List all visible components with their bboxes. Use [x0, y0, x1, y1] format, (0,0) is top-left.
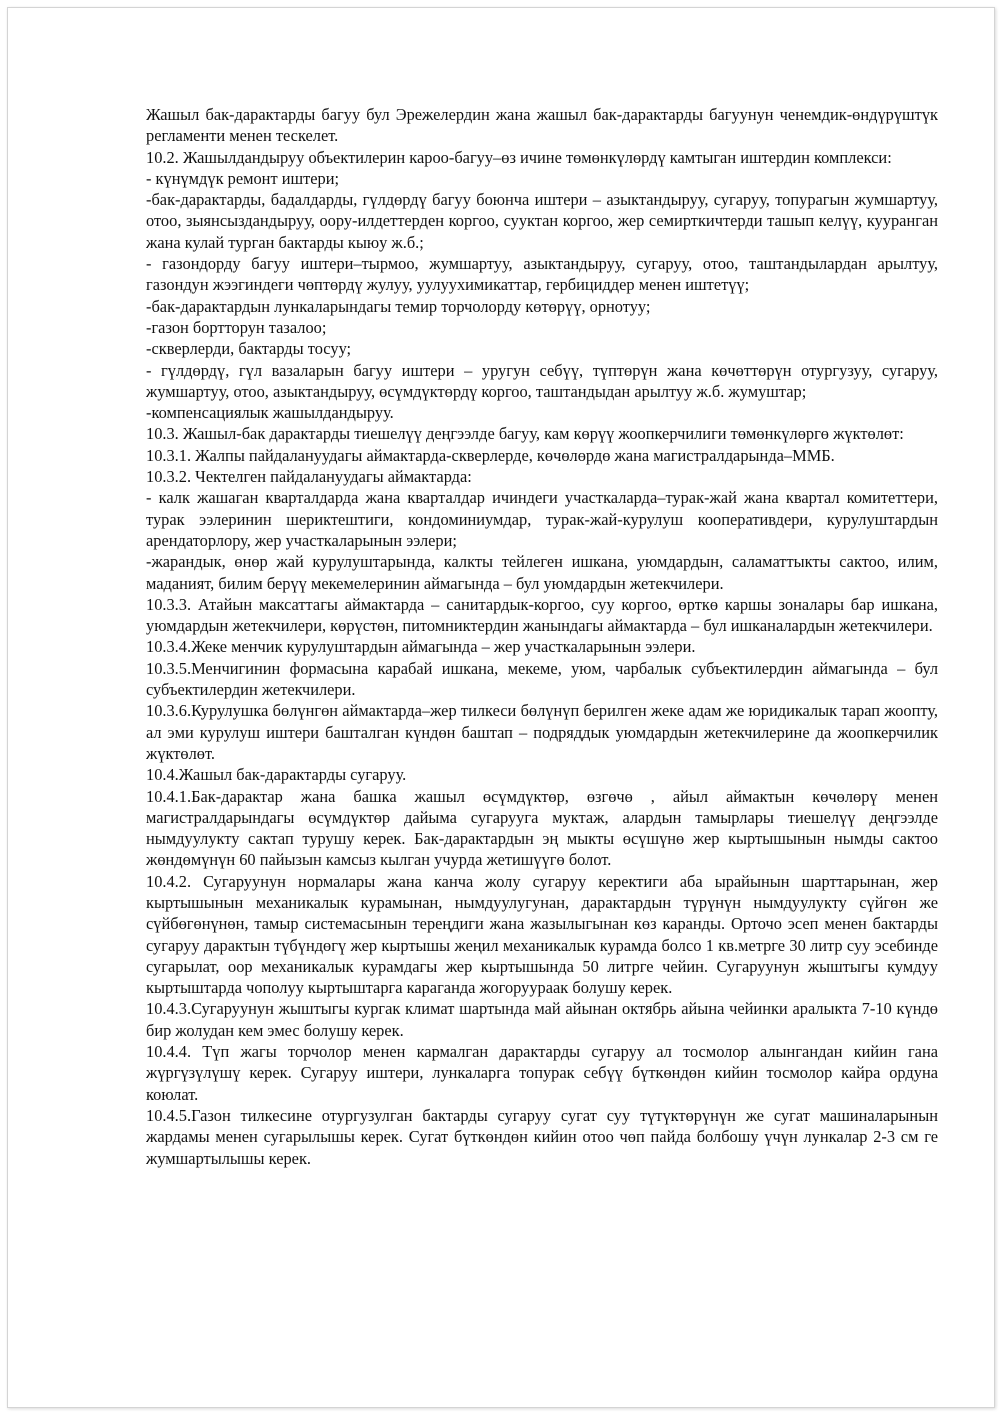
paragraph: 10.3.2. Чектелген пайдалануудагы аймактарда: [146, 467, 472, 487]
paragraph: 10.3.4.Жеке менчик курулуштардын аймагында – жер участкаларынын ээлери. [146, 637, 696, 657]
paragraph: 10.4.4. Түп жагы торчолор менен кармалган дарактарды сугаруу ал тосмолор алынгандан кийин гана жүргүзүлүшү керек. Сугаруу иштери, лункаларга топурак себүү бүткөндөн кийин тосмолор кайра ордуна коюлат. [146, 1042, 938, 1104]
paragraph: - гүлдөрдү, гүл вазаларын багуу иштери – уругун себүү, түптөрүн жана көчөттөрүн отургузуу, сугаруу, жумшартуу, отоо, азыктандыруу, өсүмдүктөрдү коргоо, таштандыдан арылтуу ж.б. жумуштар; [146, 360, 938, 401]
paragraph: 10.2. Жашылдандыруу объектилерин кароо-багуу–өз ичине төмөнкүлөрдү камтыган иштердин комплекси: [146, 147, 892, 167]
paragraph: 10.3.3. Атайын максаттагы аймактарда – санитардык-коргоо, суу коргоо, өрткө каршы зоналары бар ишкана, уюмдардын жетекчилери, көрүстөн, питомниктердин жанындагы аймактарда – бул ишканалардын жетекчилери. [146, 594, 938, 636]
paragraph: 10.4.Жашыл бак-дарактарды сугаруу. [146, 765, 407, 785]
paragraph: -жарандык, өнөр жай курулуштарында, калкты тейлеген ишкана, уюмдардын, саламаттыкты сактоо, илим, маданият, билим берүү мекемелеринин аймагында – бул уюмдардын жетекчилери. [146, 552, 938, 593]
paragraph: 10.4.5.Газон тилкесине отургузулган бактарды сугаруу сугат суу түтүктөрүнүн же сугат машиналарынын жардамы менен сугарылышы керек. Сугат бүткөндөн кийин отоо чөп пайда болбошу үчүн лункалар 2-3 см ге жумшартылышы керек. [146, 1105, 938, 1168]
document-page [7, 7, 995, 1408]
paragraph: 10.4.2. Сугаруунун нормалары жана канча жолу сугаруу керектиги аба ырайынын шарттарынан, жер кыртышынын механикалык курамынан, нымдуулугунан, дарактардын түрүнүн нымдуулукту сүйгөн же сүйбөгөнүнөн, тамыр системасынын тереңдиги жана жазылыгынан көз каранды. Орточо эсеп менен бактарды сугаруу дарактын түбүндөгү жер кыртышы жеңил механикалык курамда болсо 1 кв.метрге 30 литр суу эсебинде сугарылат, оор механикалык курамдагы жер кыртышында 50 литрге чейин. Сугаруунун жыштыгы кумдуу кыртыштарда чополуу кыртыштарга караганда жогоруураак болушу керек. [146, 871, 938, 998]
paragraph: - калк жашаган кварталдарда жана кварталдар ичиндеги участкаларда–турак-жай жана квартал комитеттери, турак ээлеринин шериктештиги, кондоминиумдар, турак-жай-курулуш кооперативдери, курулуштардын арендаторлору, жер участкаларынын ээлери; [146, 488, 938, 550]
paragraph: Жашыл бак-дарактарды багуу бул Эрежелердин жана жашыл бак-дарактарды багуунун ченемдик-өндүрүштүк регламенти менен тескелет. [146, 105, 938, 146]
paragraph: -газон бортторун тазалоо; [146, 317, 327, 337]
paragraph: 10.4.1.Бак-дарактар жана башка жашыл өсүмдүктөр, өзгөчө , айыл аймактын көчөлөрү менен магистралдарындагы өсүмдүктөр дайыма сугарууга муктаж, алардын тамырлары тиешелүү деңгээлде нымдуулукту сактап турушу керек. Бак-дарактардын эң мыкты өсүшүнө жер кыртышынын нымды сактоо жөндөмүнүн 60 пайызын камсыз кылган учурда жетишүүгө болот. [146, 786, 938, 870]
paragraph: 10.3.6.Курулушка бөлүнгөн аймактарда–жер тилкеси бөлүнүп берилген жеке адам же юридикалык тарап жоопту, ал эми курулуш иштери башталган күндөн баштап – подряддык уюмдардын жетекчилерине да жоопкерчилик жүктөлөт. [146, 701, 938, 763]
paragraph: 10.3. Жашыл-бак дарактарды тиешелүү деңгээлде багуу, кам көрүү жоопкерчилиги төмөнкүлөргө жүктөлөт: [146, 424, 904, 444]
paragraph: -компенсациялык жашылдандыруу. [146, 403, 394, 423]
paragraph: 10.3.5.Менчигинин формасына карабай ишкана, мекеме, уюм, чарбалык субъектилердин аймагында – бул субъектилердин жетекчилери. [146, 658, 938, 700]
paragraph: -бак-дарактардын лункаларындагы темир торчолорду көтөрүү, орнотуу; [146, 296, 651, 316]
paragraph: -бак-дарактарды, бадалдарды, гүлдөрдү багуу боюнча иштери – азыктандыруу, сугаруу, топурагын жумшартуу, отоо, зыянсыздандыруу, оору-илдеттерден коргоо, сууктан коргоо, жер семирткичтерди ташып келүү, кууранган жана кулай турган бактарды кыюу ж.б.; [146, 190, 938, 252]
document-body [146, 104, 938, 1169]
paragraph: - газондорду багуу иштери–тырмоо, жумшартуу, азыктандыруу, сугаруу, отоо, таштандылардан арылтуу, газондун жээгиндеги чөптөрдү жулуу, уулуухимикаттар, гербициддер менен иштетүү; [146, 254, 938, 295]
paragraph: 10.4.3.Сугаруунун жыштыгы кургак климат шартында май айынан октябрь айына чейинки аралыкта 7-10 күндө бир жолудан кем эмес болушу керек. [146, 999, 938, 1040]
paragraph: 10.3.1. Жалпы пайдалануудагы аймактарда-скверлерде, көчөлөрдө жана магистралдарында–ММБ. [146, 445, 835, 465]
paragraph: - күнүмдүк ремонт иштери; [146, 168, 340, 188]
paragraph: -скверлерди, бактарды тосуу; [146, 339, 352, 359]
